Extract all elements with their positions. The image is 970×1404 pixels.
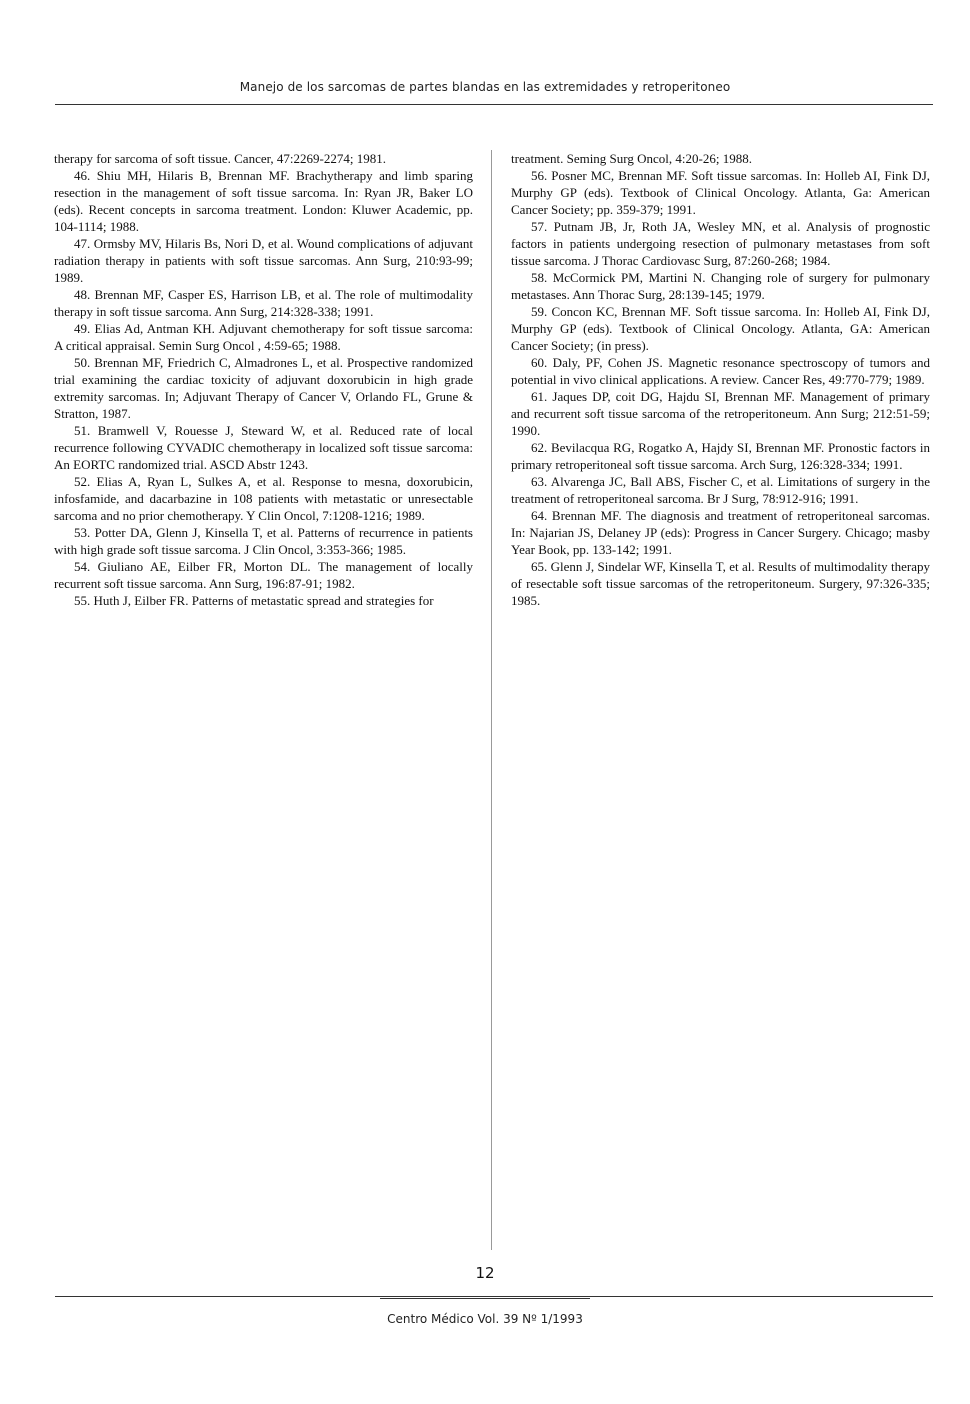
references-right-column bbox=[511, 150, 930, 609]
footer-rule-accent bbox=[380, 1298, 590, 1299]
reference-entry: 57. Putnam JB, Jr, Roth JA, Wesley MN, et al. Analysis of prognostic factors in patients undergoing resection of pulmonary metastases from soft tissue sarcoma. J Thorac Cardiovasc Surg, 87:260-268; 1984. bbox=[511, 219, 930, 268]
reference-entry: 48. Brennan MF, Casper ES, Harrison LB, et al. The role of multimodality therapy in soft tissue sarcoma. Ann Surg, 214:328-338; 1991. bbox=[54, 287, 473, 319]
reference-entry: 46. Shiu MH, Hilaris B, Brennan MF. Brachytherapy and limb sparing resection in the management of soft tissue sarcoma. In: Ryan JR, Baker LO (eds). Recent concepts in sarcoma treatment. London: Kluwer Academic, pp. 104-1114; 1988. bbox=[54, 168, 473, 234]
reference-entry: 52. Elias A, Ryan L, Sulkes A, et al. Response to mesna, doxorubicin, infosfamide, and dacarbazine in 108 patients with metastatic or unresectable sarcoma and no prior chemotherapy. Y Clin Oncol, 7:1208-1216; 1989. bbox=[54, 474, 473, 523]
reference-entry: 65. Glenn J, Sindelar WF, Kinsella T, et al. Results of multimodality therapy of resectable soft tissue sarcomas of the retroperitoneum. Surgery, 97:326-335; 1985. bbox=[511, 559, 930, 608]
reference-entry: 58. McCormick PM, Martini N. Changing role of surgery for pulmonary metastases. Ann Thorac Surg, 28:139-145; 1979. bbox=[511, 270, 930, 302]
column-divider bbox=[491, 150, 492, 1250]
reference-entry: 61. Jaques DP, coit DG, Hajdu SI, Brennan MF. Management of primary and recurrent soft tissue sarcoma of the retroperitoneum. Ann Surg; 212:51-59; 1990. bbox=[511, 389, 930, 438]
page-number: 12 bbox=[475, 1264, 495, 1282]
reference-entry: 53. Potter DA, Glenn J, Kinsella T, et al. Patterns of recurrence in patients with high grade soft tissue sarcoma. J Clin Oncol, 3:353-366; 1985. bbox=[54, 525, 473, 557]
references-left-column bbox=[54, 150, 473, 609]
journal-footer: Centro Médico Vol. 39 Nº 1/1993 bbox=[387, 1312, 583, 1326]
reference-entry: 59. Concon KC, Brennan MF. Soft tissue sarcoma. In: Holleb AI, Fink DJ, Murphy GP (eds). Textbook of Clinical Oncology. Atlanta, GA: American Cancer Society; (in press). bbox=[511, 304, 930, 353]
reference-entry: 64. Brennan MF. The diagnosis and treatment of retroperitoneal sarcomas. In: Najarian JS, Delaney JP (eds): Progress in Cancer Surgery. Chicago; masby Year Book, pp. 133-142; 1991. bbox=[511, 508, 930, 557]
reference-entry: 62. Bevilacqua RG, Rogatko A, Hajdy SI, Brennan MF. Pronostic factors in primary retroperitoneal soft tissue sarcoma. Arch Surg, 126:328-334; 1991. bbox=[511, 440, 930, 472]
reference-entry: 54. Giuliano AE, Eilber FR, Morton DL. The management of locally recurrent soft tissue sarcoma. Ann Surg, 196:87-91; 1982. bbox=[54, 559, 473, 591]
reference-entry: treatment. Seming Surg Oncol, 4:20-26; 1988. bbox=[511, 151, 752, 166]
reference-entry: 63. Alvarenga JC, Ball ABS, Fischer C, et al. Limitations of surgery in the treatment of retroperitoneal sarcoma. Br J Surg, 78:912-916; 1991. bbox=[511, 474, 930, 506]
reference-entry: 60. Daly, PF, Cohen JS. Magnetic resonance spectroscopy of tumors and potential in vivo clinical applications. A review. Cancer Res, 49:770-779; 1989. bbox=[511, 355, 930, 387]
reference-entry: 47. Ormsby MV, Hilaris Bs, Nori D, et al. Wound complications of adjuvant radiation therapy in patients with soft tissue sarcomas. Ann Surg, 210:93-99; 1989. bbox=[54, 236, 473, 285]
reference-entry: 49. Elias Ad, Antman KH. Adjuvant chemotherapy for soft tissue sarcoma: A critical appraisal. Semin Surg Oncol , 4:59-65; 1988. bbox=[54, 321, 473, 353]
reference-entry: 51. Bramwell V, Rouesse J, Steward W, et al. Reduced rate of local recurrence following CYVADIC chemotherapy in localized soft tissue sarcoma: An EORTC randomized trial. ASCD Abstr 1243. bbox=[54, 423, 473, 472]
reference-entry: therapy for sarcoma of soft tissue. Cancer, 47:2269-2274; 1981. bbox=[54, 151, 386, 166]
reference-entry: 56. Posner MC, Brennan MF. Soft tissue sarcomas. In: Holleb AI, Fink DJ, Murphy GP (eds). Textbook of Clinical Oncology. Atlanta, Ga: American Cancer Society; pp. 359-379; 1991. bbox=[511, 168, 930, 217]
reference-entry: 55. Huth J, Eilber FR. Patterns of metastatic spread and strategies for bbox=[74, 593, 434, 608]
header-rule bbox=[55, 104, 933, 105]
footer-rule bbox=[55, 1296, 933, 1297]
running-header: Manejo de los sarcomas de partes blandas en las extremidades y retroperitoneo bbox=[239, 80, 731, 94]
reference-entry: 50. Brennan MF, Friedrich C, Almadrones L, et al. Prospective randomized trial examining the cardiac toxicity of adjuvant doxorubicin in high grade extremity sarcomas. In; Adjuvant Therapy of Cancer V, Orlando FL, Grune & Stratton, 1987. bbox=[54, 355, 473, 421]
